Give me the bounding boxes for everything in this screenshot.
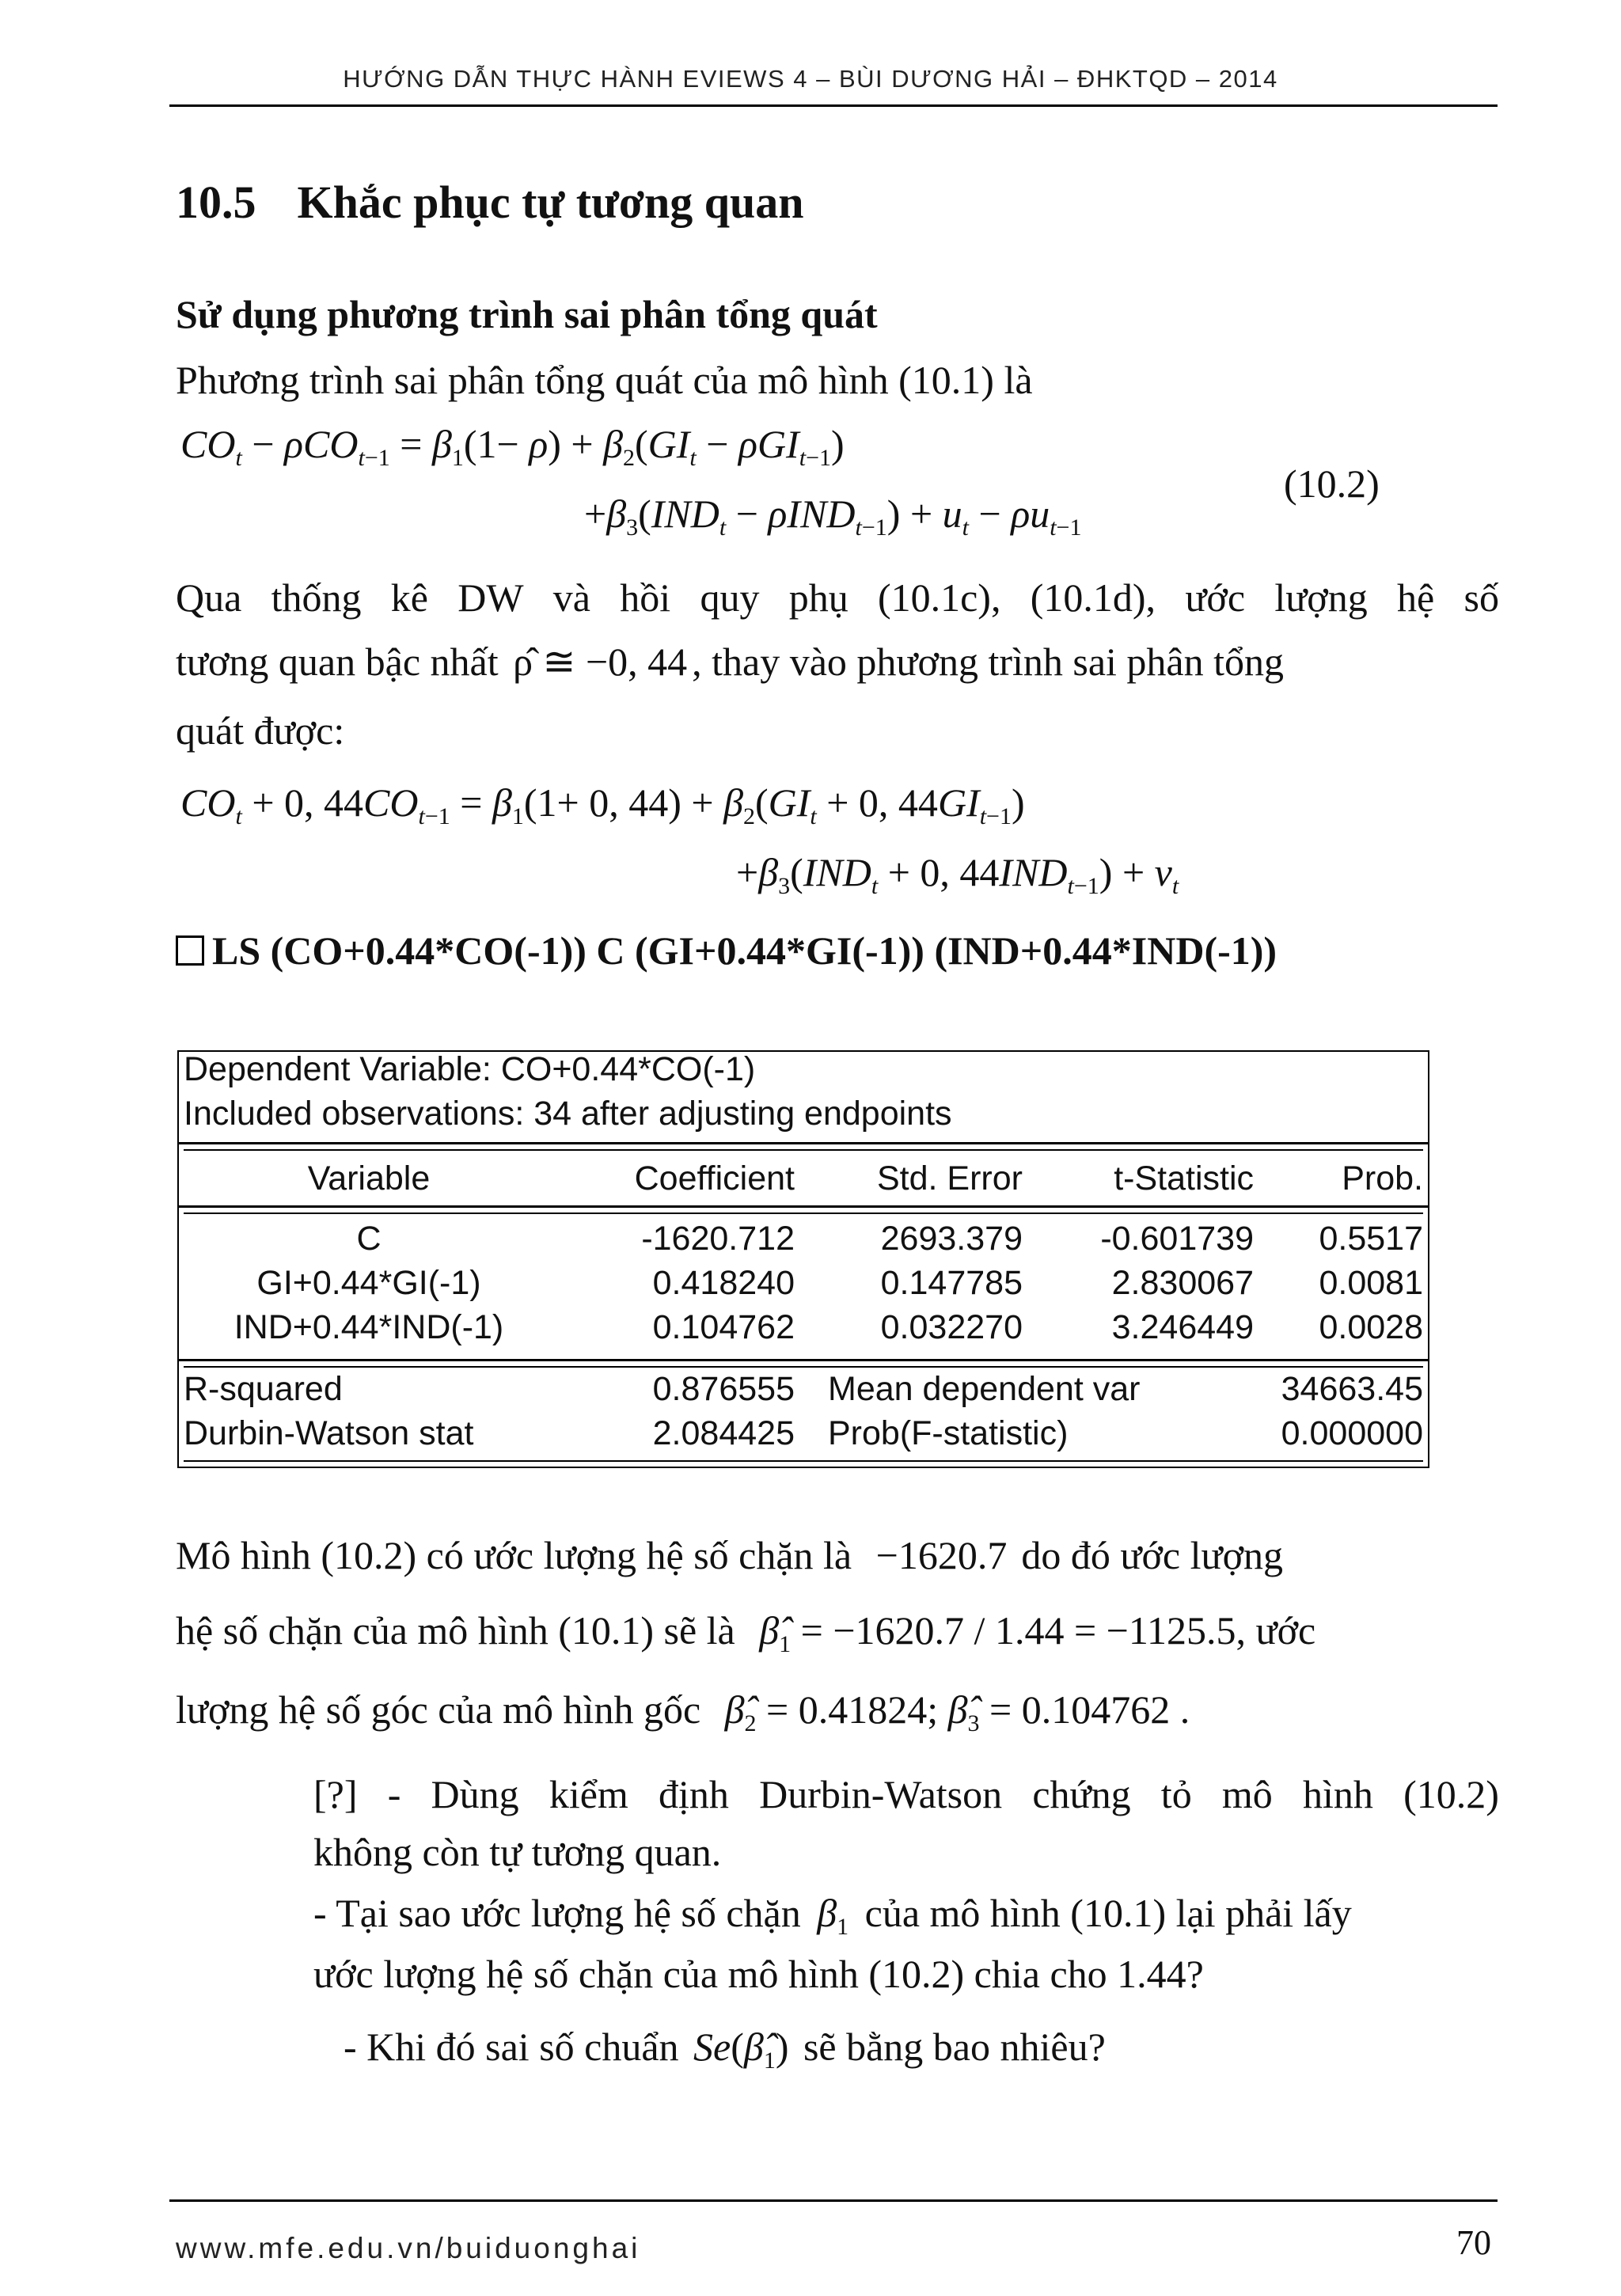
page-number: 70: [1456, 2223, 1491, 2262]
footer-rule: [169, 2199, 1498, 2202]
eviews-command: LS (CO+0.44*CO(-1)) C (GI+0.44*GI(-1)) (IND+0.44*IND(-1)): [176, 928, 1277, 973]
equation-10-2-line2: $+\beta_3(IND_t - \rho IND_{t-1}) + u_t - \rho u_{t-1}$: [584, 491, 1082, 541]
question-1-line2: không còn tự tương quan.: [313, 1830, 722, 1874]
table-rule: [179, 1142, 1428, 1144]
stat-label: Mean dependent var: [828, 1370, 1141, 1408]
question-3: - Khi đó sai số chuẩn $Se(\betâ_1)$ sẽ bằng bao nhiêu?: [344, 2025, 1106, 2074]
table-row-var: GI+0.44*GI(-1): [256, 1264, 481, 1302]
running-header: HƯỚNG DẪN THỰC HÀNH EVIEWS 4 – BÙI DƯƠNG HẢI – ĐHKTQD – 2014: [343, 65, 1278, 93]
equation-10-2-line1: $CO_t - \rho CO_{t-1} = \beta_1(1- \rho) + \beta_2(GI_t - \rho GI_{t-1})$: [180, 422, 845, 471]
conclusion-line3: lượng hệ số góc của mô hình gốc $\betâ_2 = 0.41824$; $\betâ_3 = 0.104762$ .: [176, 1687, 1190, 1736]
para2-line2: tương quan bậc nhất ρ̂ ≅ −0, 44 , thay vào phương trình sai phân tổng: [176, 639, 1285, 684]
included-observations: Included observations: 34 after adjusting endpoints: [184, 1095, 952, 1133]
question-1-line1: [?] - Dùng kiểm định Durbin-Watson chứng tỏ mô hình (10.2): [313, 1772, 1499, 1816]
regression-output-table: Dependent Variable: CO+0.44*CO(-1) Included observations: 34 after adjusting endpoints Variable Coefficient Std. Error t-Statistic Prob. C -1620.712 2693.379 -0.601739 0.5517 GI+0.44*GI(-1) 0.418240 0.147785 2.830067 0.0081 IND+0.44*IND(-1) 0.104762 0.032270 3.246449 0.0028 R-squared 0.876555 Mean dependent var 34663.45 Durbin-Watson stat 2.084425 Prob(F-statistic) 0.000000: [177, 1050, 1429, 1468]
table-row-var: IND+0.44*IND(-1): [233, 1308, 504, 1346]
question-2-line2: ước lượng hệ số chặn của mô hình (10.2) chia cho 1.44?: [313, 1952, 1204, 1996]
col-header-variable: Variable: [307, 1159, 431, 1197]
col-header-prob: Prob.: [1342, 1159, 1423, 1197]
para2-line3: quát được:: [176, 708, 345, 753]
table-rule: [179, 1359, 1428, 1361]
section-number: 10.5: [176, 176, 256, 228]
col-header-std-error: Std. Error: [877, 1159, 1023, 1197]
para2-line1: Qua thống kê DW và hồi quy phụ (10.1c), (10.1d), ước lượng hệ số: [176, 575, 1499, 620]
checkbox-square-icon: [176, 935, 204, 966]
transformed-equation-line1: $CO_t + 0$, $44CO_{t-1} = \beta_1(1+ 0$, $44) + \beta_2(GI_t + 0$, $44GI_{t-1}$): [180, 780, 1025, 829]
table-row-var: C: [356, 1220, 382, 1258]
table-rule: [179, 1205, 1428, 1208]
conclusion-line1: Mô hình (10.2) có ước lượng hệ số chặn là −1620.7 do đó ước lượng: [176, 1533, 1284, 1577]
intro-paragraph: Phương trình sai phân tổng quát của mô hình (10.1) là: [176, 358, 1033, 402]
header-rule: [169, 104, 1498, 107]
rho-hat-value: ρ̂ ≅ −0, 44: [513, 639, 688, 684]
col-header-coefficient: Coefficient: [634, 1159, 795, 1197]
conclusion-line2: hệ số chặn của mô hình (10.1) sẽ là $\betâ_1 = -1620.7 / 1.44 = -1125.5$, ước: [176, 1608, 1316, 1657]
dependent-variable: Dependent Variable: CO+0.44*CO(-1): [184, 1050, 756, 1088]
question-2-line1: - Tại sao ước lượng hệ số chặn $\beta_1$ của mô hình (10.1) lại phải lấy: [313, 1891, 1352, 1940]
section-title: [176, 176, 804, 229]
equation-number: (10.2): [1284, 461, 1380, 506]
stat-label: Prob(F-statistic): [828, 1414, 1069, 1452]
section-title-text: Khắc phục tự tương quan: [297, 176, 804, 228]
stat-label: R-squared: [184, 1370, 343, 1408]
transformed-equation-line2: $+\beta_3(IND_t + 0$, $44IND_{t-1}) + v_t$: [736, 850, 1179, 899]
stat-label: Durbin-Watson stat: [184, 1414, 474, 1452]
col-header-t-statistic: t-Statistic: [1114, 1159, 1254, 1197]
subheading: Sử dụng phương trình sai phân tổng quát: [176, 292, 878, 336]
footer-url: www.mfe.edu.vn/buiduonghai: [176, 2232, 641, 2264]
